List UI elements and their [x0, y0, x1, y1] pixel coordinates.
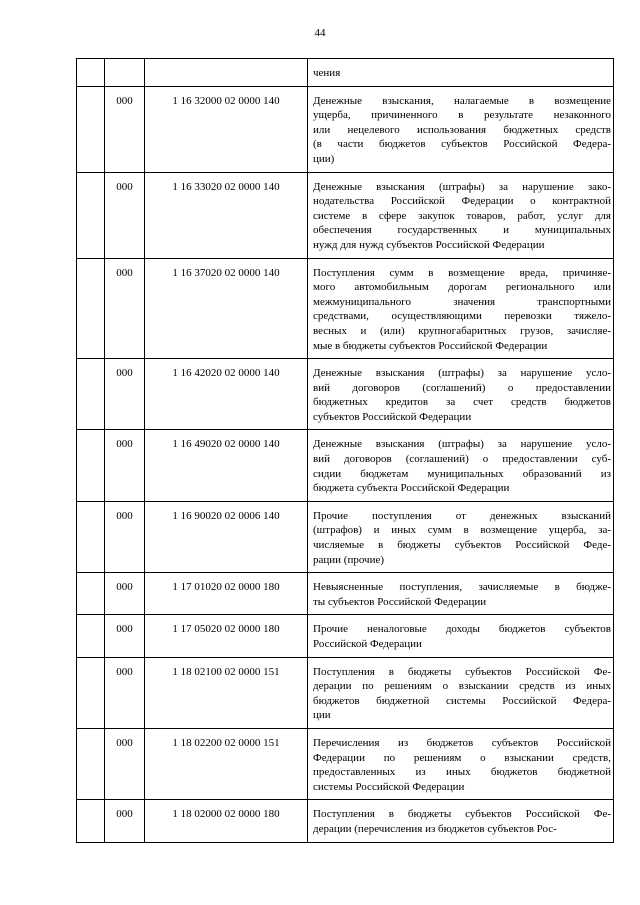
table-row: [77, 59, 614, 87]
description-line: или нецелевого использования бюджетных средств: [313, 123, 611, 136]
revenue-description-cell: [308, 59, 614, 87]
description-line: (штрафов) и иных сумм в возмещение ущерба, за-: [313, 524, 611, 537]
budget-code-cell: [145, 59, 308, 87]
table-row: [77, 573, 614, 615]
row-blank-cell: [77, 359, 105, 430]
revenue-description-cell: [308, 573, 614, 615]
table-row: [77, 657, 614, 728]
budget-code-cell: 1 16 37020 02 0000 140: [145, 258, 308, 359]
budget-code-cell: 1 16 90020 02 0006 140: [145, 501, 308, 572]
description-line: обеспечения государственных и муниципальных: [313, 224, 611, 237]
admin-code-cell: 000: [105, 657, 145, 728]
table-row: [77, 359, 614, 430]
description-line: (в части бюджетов субъектов Российской Федера-: [313, 138, 611, 151]
description-line: Федерации по решениям о взыскании средств,: [313, 751, 611, 764]
table-row: [77, 172, 614, 258]
description-line: Невыясненные поступления, зачисляемые в бюдже-: [313, 581, 611, 594]
description-line: Денежные взыскания, налагаемые в возмещение: [313, 94, 611, 107]
description-line: межмуниципального значения транспортными: [313, 295, 611, 308]
row-blank-cell: [77, 615, 105, 657]
table-row: [77, 430, 614, 501]
description-line: нодательства Российской Федерации о контрактной: [313, 195, 611, 208]
description-line: предоставленных из иных бюджетов бюджетной: [313, 766, 611, 779]
description-line: дерации по решениям о взыскании средств из иных: [313, 680, 611, 693]
row-blank-cell: [77, 430, 105, 501]
description-line: средствами, осуществляющими перевозки тяжело-: [313, 310, 611, 323]
admin-code-cell: 000: [105, 430, 145, 501]
description-line: Денежные взыскания (штрафы) за нарушение зако-: [313, 180, 611, 193]
table-row: [77, 501, 614, 572]
description-line: Прочие поступления от денежных взысканий: [313, 509, 611, 522]
description-line: Перечисления из бюджетов субъектов Российской: [313, 736, 611, 749]
admin-code-cell: 000: [105, 501, 145, 572]
description-line: ущерба, причиненного в результате незаконного: [313, 109, 611, 122]
revenue-description-cell: [308, 172, 614, 258]
revenue-description-cell: [308, 728, 614, 799]
row-blank-cell: [77, 172, 105, 258]
admin-code-cell: 000: [105, 573, 145, 615]
description-line: Денежные взыскания (штрафы) за нарушение усло-: [313, 367, 611, 380]
description-line: мые в бюджеты субъектов Российской Федерации: [313, 339, 548, 352]
admin-code-cell: 000: [105, 172, 145, 258]
admin-code-cell: 000: [105, 258, 145, 359]
description-line: числяемые в бюджеты субъектов Российской Феде-: [313, 539, 611, 552]
table-row: [77, 615, 614, 657]
description-line: Российской Федерации: [313, 638, 422, 650]
admin-code-cell: 000: [105, 359, 145, 430]
row-blank-cell: [77, 258, 105, 359]
description-line: ции: [313, 709, 331, 722]
revenue-description-cell: [308, 86, 614, 172]
budget-classification-table: [76, 58, 614, 843]
page-number: 44: [314, 27, 326, 39]
description-line: сидии бюджетам муниципальных образований из: [313, 467, 611, 480]
description-line: бюджетов бюджетной системы Российской Федера-: [313, 694, 611, 707]
admin-code-cell: 000: [105, 800, 145, 842]
table-row: [77, 258, 614, 359]
description-line: мого автомобильным дорогам регионального или: [313, 281, 611, 294]
table-row: [77, 86, 614, 172]
description-line: ции): [313, 152, 335, 165]
description-line: вий договоров (соглашений) о предоставлении суб-: [313, 453, 611, 466]
description-line: бюджетных кредитов за счет средств бюджетов: [313, 396, 611, 409]
description-line: субъектов Российской Федерации: [313, 410, 472, 423]
admin-code-cell: 000: [105, 728, 145, 799]
description-line: бюджета субъекта Российской Федерации: [313, 482, 510, 495]
description-line: ты субъектов Российской Федерации: [313, 595, 487, 608]
description-line: вий договоров (соглашений) о предоставлении: [313, 381, 611, 394]
description-line: Поступления в бюджеты субъектов Российской Фе-: [313, 665, 611, 678]
table-row: [77, 800, 614, 842]
description-line: рации (прочие): [313, 553, 385, 566]
admin-code-cell: 000: [105, 615, 145, 657]
row-blank-cell: [77, 573, 105, 615]
row-blank-cell: [77, 657, 105, 728]
description-line: чения: [313, 67, 341, 79]
budget-code-cell: 1 16 49020 02 0000 140: [145, 430, 308, 501]
revenue-description-cell: [308, 657, 614, 728]
budget-code-cell: 1 18 02100 02 0000 151: [145, 657, 308, 728]
revenue-description-cell: [308, 430, 614, 501]
revenue-description-cell: [308, 800, 614, 842]
budget-code-cell: 1 18 02200 02 0000 151: [145, 728, 308, 799]
budget-code-cell: 1 18 02000 02 0000 180: [145, 800, 308, 842]
budget-code-cell: 1 17 05020 02 0000 180: [145, 615, 308, 657]
table-row: [77, 728, 614, 799]
budget-code-cell: 1 17 01020 02 0000 180: [145, 573, 308, 615]
description-line: Прочие неналоговые доходы бюджетов субъектов: [313, 623, 611, 636]
description-line: системе в сфере закупок товаров, работ, услуг для: [313, 209, 611, 222]
row-blank-cell: [77, 86, 105, 172]
budget-code-cell: 1 16 33020 02 0000 140: [145, 172, 308, 258]
description-line: Поступления сумм в возмещение вреда, причиняе-: [313, 266, 611, 279]
admin-code-cell: 000: [105, 86, 145, 172]
description-line: весных и (или) крупногабаритных грузов, зачисляе-: [313, 324, 611, 337]
description-line: нужд для нужд субъектов Российской Федерации: [313, 238, 545, 251]
admin-code-cell: [105, 59, 145, 87]
description-line: системы Российской Федерации: [313, 780, 465, 793]
revenue-description-cell: [308, 258, 614, 359]
budget-code-cell: 1 16 42020 02 0000 140: [145, 359, 308, 430]
revenue-description-cell: [308, 501, 614, 572]
row-blank-cell: [77, 800, 105, 842]
revenue-description-cell: [308, 615, 614, 657]
description-line: Денежные взыскания (штрафы) за нарушение усло-: [313, 438, 611, 451]
row-blank-cell: [77, 501, 105, 572]
revenue-description-cell: [308, 359, 614, 430]
description-line: Поступления в бюджеты субъектов Российской Фе-: [313, 808, 611, 821]
budget-code-cell: 1 16 32000 02 0000 140: [145, 86, 308, 172]
description-line: дерации (перечисления из бюджетов субъектов Рос-: [313, 822, 557, 835]
row-blank-cell: [77, 59, 105, 87]
row-blank-cell: [77, 728, 105, 799]
